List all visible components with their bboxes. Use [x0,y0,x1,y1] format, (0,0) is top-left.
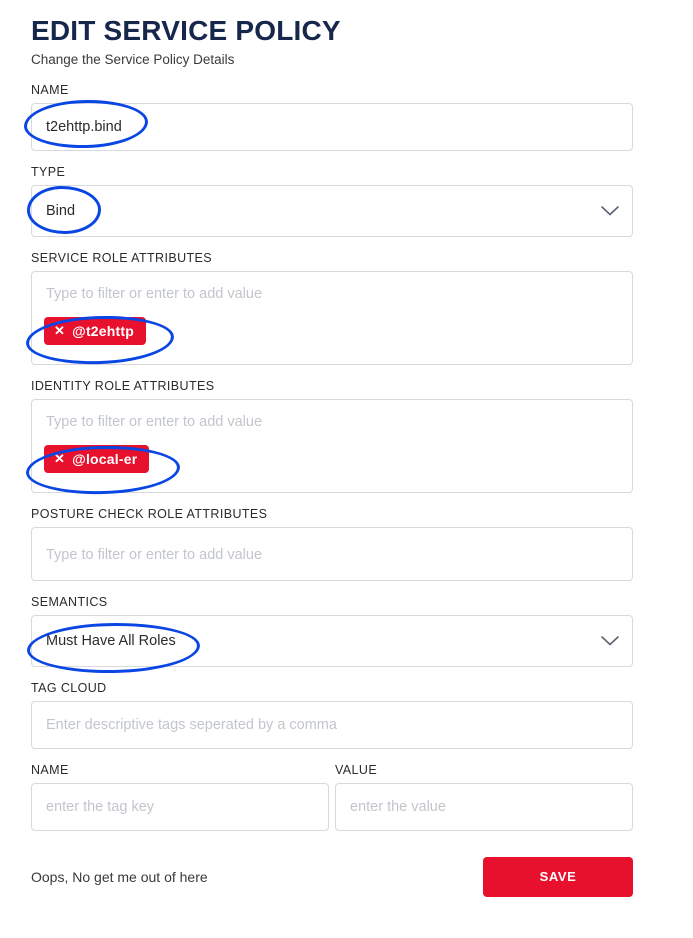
chip-label: @local-er [72,450,138,467]
page-title: EDIT SERVICE POLICY [31,15,341,46]
tag-value-input[interactable] [335,783,633,831]
service-role-attributes-chips [44,317,620,345]
chip[interactable] [44,445,149,473]
form-footer [31,857,633,897]
save-button[interactable]: SAVE [483,857,633,897]
tag-name-block [31,763,329,831]
chip-label: @t2ehttp [72,322,135,339]
type-select[interactable]: Bind [31,185,633,237]
identity-role-attributes-block [31,379,633,493]
posture-check-role-attributes-input-area[interactable] [31,527,633,581]
posture-check-role-attributes-block [31,507,633,581]
semantics-label: SEMANTICS [31,594,108,609]
name-field-block [31,83,633,151]
tag-cloud-label: TAG CLOUD [31,680,107,695]
identity-role-attributes-chips [44,445,620,473]
identity-role-attributes-input-area[interactable] [31,399,633,493]
page-subtitle: Change the Service Policy Details [31,51,235,67]
close-icon[interactable]: ✕ [54,323,66,339]
semantics-select-wrap[interactable] [31,615,633,667]
tag-cloud-block [31,681,633,749]
name-input[interactable] [31,103,633,151]
tag-value-label: VALUE [335,762,378,777]
tag-name-input[interactable] [31,783,329,831]
service-role-attributes-label: SERVICE ROLE ATTRIBUTES [31,250,213,265]
tag-value-block [335,763,633,831]
name-label: NAME [31,82,69,97]
type-label: TYPE [31,164,66,179]
posture-check-role-attributes-label: POSTURE CHECK ROLE ATTRIBUTES [31,506,268,521]
tag-cloud-input[interactable] [31,701,633,749]
type-select-wrap[interactable] [31,185,633,237]
tag-key-value-row [31,763,633,831]
tag-name-label: NAME [31,762,69,777]
close-icon[interactable]: ✕ [54,451,66,467]
cancel-link[interactable]: Oops, No get me out of here [31,868,208,885]
identity-role-attributes-label: IDENTITY ROLE ATTRIBUTES [31,378,215,393]
chip[interactable] [44,317,146,345]
service-role-attributes-filter-input[interactable] [44,282,620,302]
posture-check-role-attributes-filter-input[interactable] [44,543,620,563]
identity-role-attributes-filter-input[interactable] [44,410,620,430]
service-role-attributes-input-area[interactable] [31,271,633,365]
service-role-attributes-block [31,251,633,365]
semantics-select[interactable]: Must Have All Roles [31,615,633,667]
type-field-block [31,165,633,237]
semantics-field-block [31,595,633,667]
